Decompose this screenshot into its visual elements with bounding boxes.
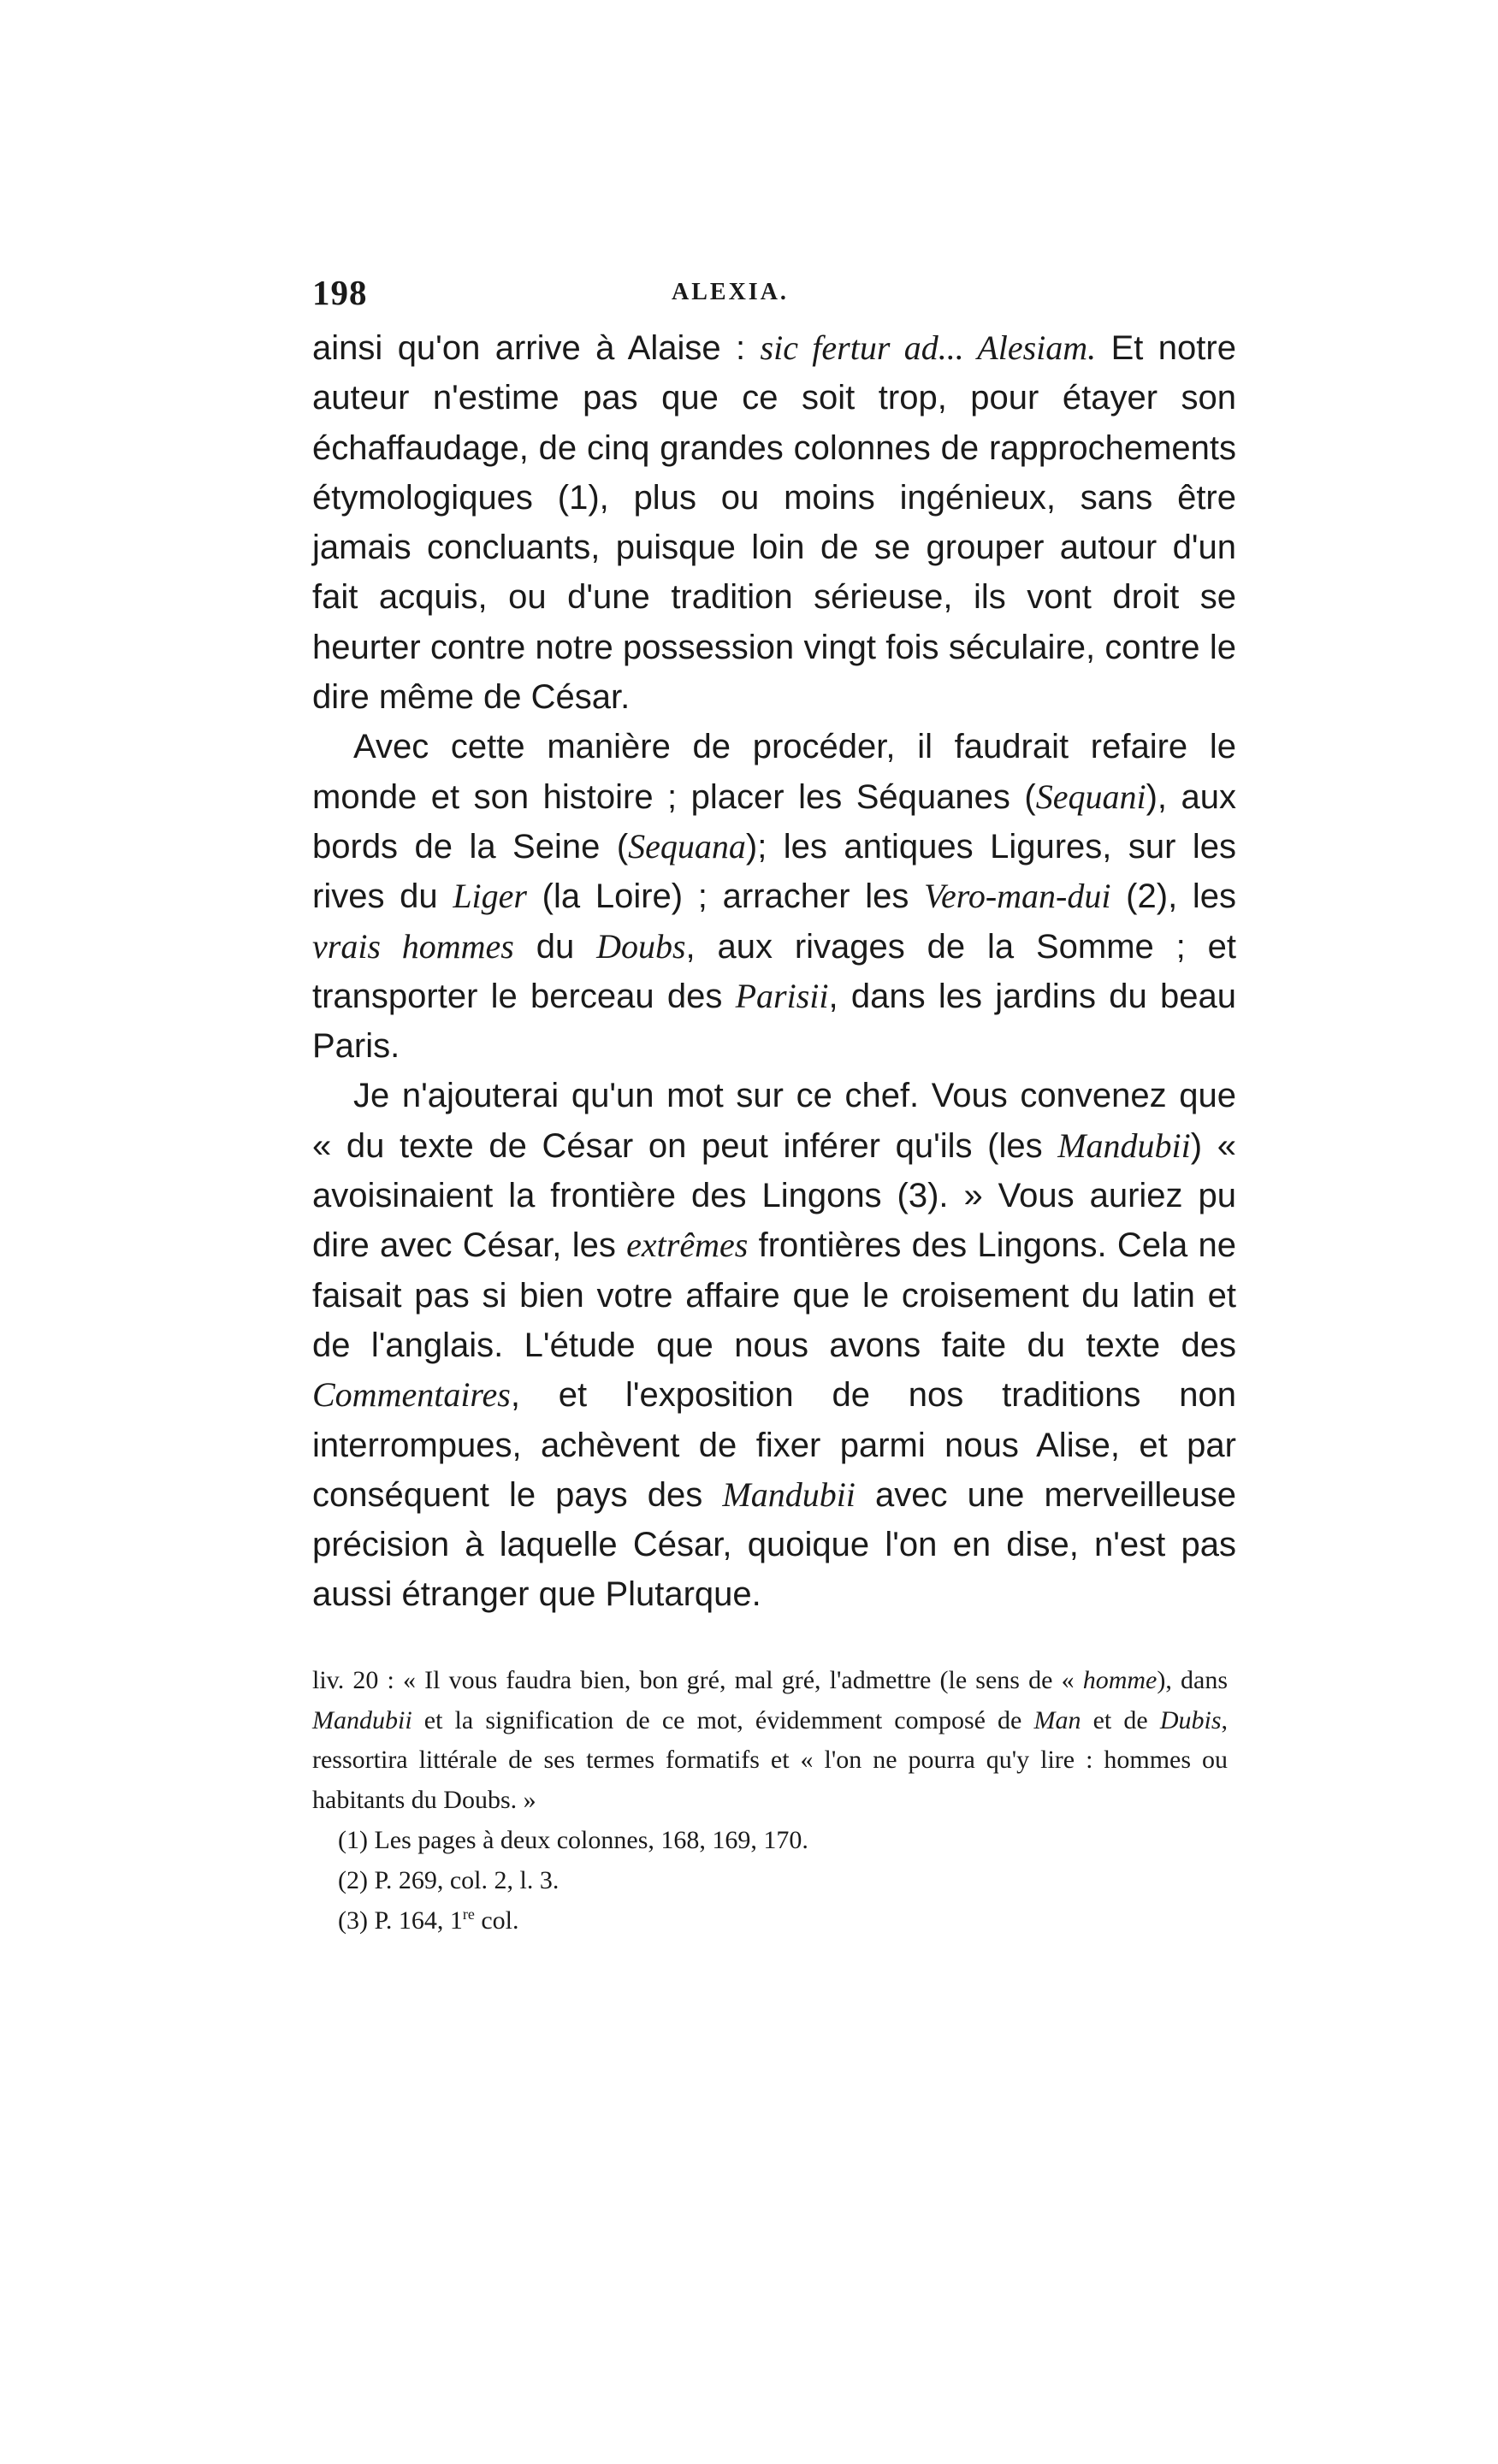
paragraph-2 (312, 722, 1236, 1071)
paragraph-1 (312, 323, 1236, 722)
text-span: ) « avoisinaient la frontière des Lingons (3). » Vous auriez pu dire avec César, les (312, 1126, 1236, 1265)
main-text (312, 323, 1236, 1620)
text-span: frontières des Lingons. Cela ne faisait pas si bien votre affaire que le croisement du latin et de l'anglais. L'étude que nous avons faite du texte des (312, 1226, 1236, 1364)
footnote-1: (1) Les pages à deux colonnes, 168, 169, 170. (338, 1826, 808, 1854)
italic-span: Man (1033, 1705, 1081, 1734)
italic-span: vrais hommes (312, 926, 514, 966)
text-span: avec une merveilleuse précision à laquelle César, quoique l'on en dise, n'est pas aussi étranger que Plutarque. (312, 1475, 1236, 1614)
superscript: re (462, 1906, 475, 1923)
text-span: , ressortira littérale de ses termes formatifs et « l'on ne pourra qu'y lire : hommes ou habitants du Doubs. » (312, 1705, 1228, 1814)
text-span: ), aux bords de la Seine ( (312, 777, 1236, 866)
italic-span: sic fertur ad... Alesiam. (760, 328, 1097, 367)
text-span: (la Loire) ; arracher les (527, 877, 925, 916)
italic-span: Vero-man-dui (924, 877, 1111, 916)
italic-span: Dubis (1159, 1705, 1222, 1734)
footnote-3 (312, 1900, 1228, 1941)
italic-span: Mandubii (312, 1705, 412, 1734)
italic-span: Commentaires (312, 1375, 511, 1415)
footnote-2: (2) P. 269, col. 2, l. 3. (338, 1866, 560, 1894)
running-head (312, 272, 1236, 315)
text-span: ainsi qu'on arrive à Alaise : (312, 329, 761, 367)
italic-span: Doubs (596, 926, 686, 966)
text-span: Et notre auteur n'estime pas que ce soit trop, pour étayer son échaffaudage, de cinq grandes colonnes de rapprochements étymologiques (1), plus ou moins ingénieux, sans être jamais concluants, puisque loin de se grouper autour d'un fait acquis, ou d'une tradition sérieuse, ils vont droit se heurter contre notre possession vingt fois séculaire, contre le dire même de César. (312, 329, 1236, 717)
footnotes (312, 1661, 1228, 1941)
italic-span: extrêmes (626, 1226, 749, 1265)
italic-span: Sequani (1035, 777, 1146, 816)
text-span: ); les antiques Ligures, sur les rives du (312, 827, 1236, 916)
text-span: (2), les (1110, 877, 1236, 916)
text-span: , dans les jardins du beau Paris. (312, 977, 1237, 1066)
italic-span: Liger (453, 877, 527, 916)
text-span: , et l'exposition de nos traditions non interrompues, achèvent de fixer parmi nous Alise, et par conséquent le pays des (312, 1376, 1236, 1514)
text-span: , aux rivages de la Somme ; et transporter le berceau des (312, 927, 1236, 1015)
text-span: liv. 20 : « Il vous faudra bien, bon gré, mal gré, l'admettre (le sens de « (312, 1666, 1083, 1694)
text-span: du (513, 927, 597, 966)
italic-span: Mandubii (722, 1474, 856, 1514)
footnote-continuation (312, 1661, 1228, 1820)
running-title: ALEXIA. (672, 279, 789, 305)
text-span: col. (474, 1906, 519, 1935)
text-span: ), dans (1157, 1666, 1229, 1694)
text-span: (3) P. 164, 1 (338, 1906, 463, 1935)
italic-span: Parisii (735, 976, 829, 1015)
page-number: 198 (312, 273, 368, 312)
text-span: et la signification de ce mot, évidemment composé de (412, 1705, 1034, 1734)
text-span: et de (1081, 1705, 1160, 1734)
italic-span: homme (1082, 1666, 1158, 1694)
paragraph-3 (312, 1071, 1236, 1619)
text-span: Je n'ajouterai qu'un mot sur ce chef. Vous convenez que « du texte de César on peut inférer qu'ils (les (312, 1077, 1236, 1165)
italic-span: Mandubii (1057, 1126, 1191, 1165)
text-span: Avec cette manière de procéder, il faudrait refaire le monde et son histoire ; placer les Séquanes ( (312, 728, 1236, 816)
italic-span: Sequana (628, 826, 746, 866)
